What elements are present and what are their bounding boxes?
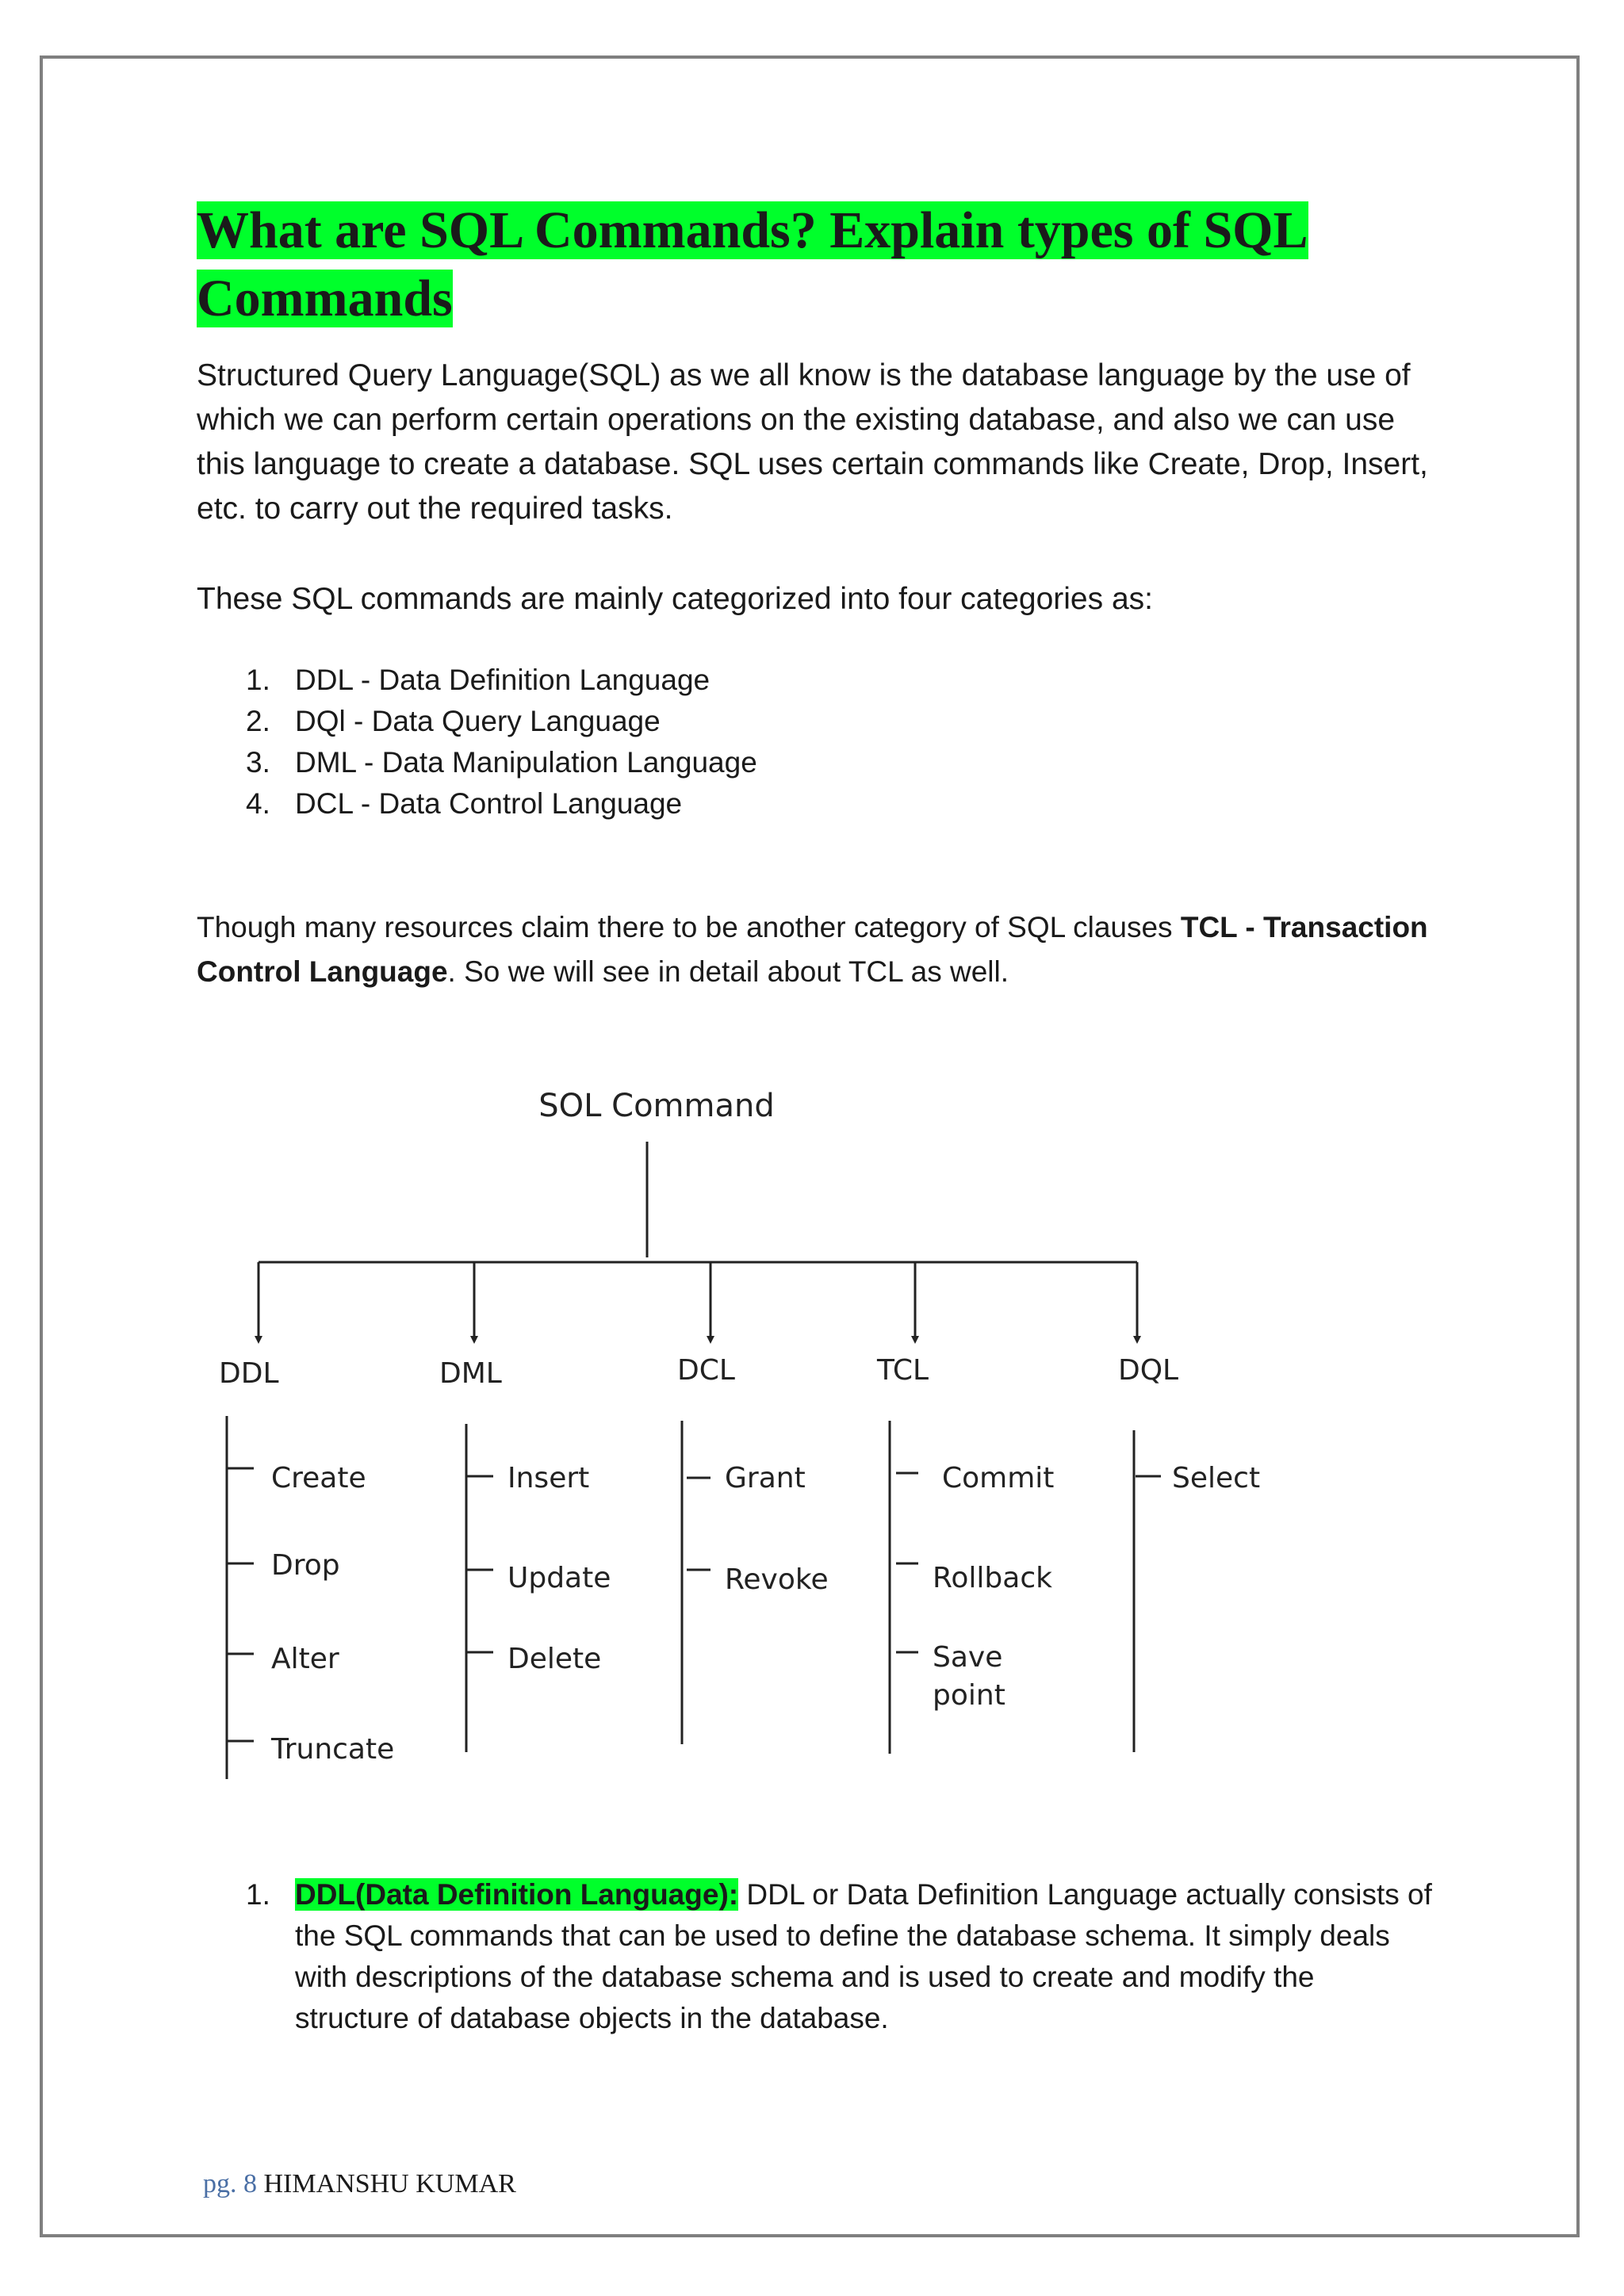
list-label: DML - Data Manipulation Language xyxy=(295,746,757,779)
diagram-root-label: SOL Command xyxy=(538,1088,775,1124)
dcl-item-grant: Grant xyxy=(725,1462,806,1494)
list-number: 2. xyxy=(246,705,270,737)
ddl-item-create: Create xyxy=(271,1462,366,1494)
dml-item-update: Update xyxy=(508,1562,611,1594)
group-label-dml: DML xyxy=(439,1357,502,1390)
list-number: 1. xyxy=(246,1878,270,1911)
ddl-definition xyxy=(197,1874,1434,2039)
group-label-tcl: TCL xyxy=(877,1354,929,1387)
footer-author: HIMANSHU KUMAR xyxy=(263,2169,516,2198)
group-label-dql: DQL xyxy=(1118,1354,1179,1387)
dql-item-select: Select xyxy=(1172,1462,1261,1494)
tcl-item-rollback: Rollback xyxy=(933,1562,1052,1594)
title-highlight: What are SQL Commands? Explain types of SQL Commands xyxy=(197,201,1308,327)
list-label: DDL - Data Definition Language xyxy=(295,664,710,696)
dml-item-insert: Insert xyxy=(508,1462,590,1494)
dml-item-delete: Delete xyxy=(508,1643,602,1675)
group-label-dcl: DCL xyxy=(677,1354,735,1387)
ddl-definition-body xyxy=(295,1874,1434,2039)
ddl-term-highlight: DDL(Data Definition Language): xyxy=(295,1878,739,1911)
list-item xyxy=(197,742,757,783)
intro-paragraph: Structured Query Language(SQL) as we all know is the database language by the use of which we can perform certain operations on the existing database, and also we can use this language to create a database. SQL uses certain commands like Create, Drop, Insert, etc. to carry out the required tasks. xyxy=(197,358,1428,526)
category-list xyxy=(197,660,757,825)
list-item xyxy=(197,701,757,742)
tcl-text-after: . So we will see in detail about TCL as well. xyxy=(447,955,1009,988)
dcl-item-revoke: Revoke xyxy=(725,1563,829,1596)
categories-intro: These SQL commands are mainly categorized into four categories as: xyxy=(197,582,1153,616)
list-number: 4. xyxy=(246,787,270,820)
page-number: pg. 8 xyxy=(203,2169,257,2198)
ddl-item-truncate: Truncate xyxy=(271,1733,395,1766)
list-label: DCL - Data Control Language xyxy=(295,787,683,820)
list-item xyxy=(197,783,757,825)
page-footer xyxy=(203,2169,516,2199)
tcl-item-save: Save xyxy=(933,1641,1003,1674)
tcl-term: TCL - Transaction Control Language xyxy=(197,911,1428,988)
ddl-item-drop: Drop xyxy=(271,1549,340,1582)
page-title xyxy=(197,197,1434,333)
tcl-item-commit: Commit xyxy=(942,1462,1055,1494)
list-number: 3. xyxy=(246,746,270,779)
ddl-item-alter: Alter xyxy=(271,1643,339,1675)
group-label-ddl: DDL xyxy=(219,1357,279,1390)
tcl-text-before: Though many resources claim there to be another category of SQL clauses xyxy=(197,911,1181,943)
list-item xyxy=(197,660,757,701)
list-number: 1. xyxy=(246,664,270,696)
list-label: DQl - Data Query Language xyxy=(295,705,661,737)
ddl-definition-text: DDL or Data Definition Language actually consists of the SQL commands that can be used to define the database schema. It simply deals with descriptions of the database schema and is used to create and modify the structure of database objects in the database. xyxy=(295,1878,1432,2034)
tcl-paragraph xyxy=(197,905,1434,994)
tcl-item-point: point xyxy=(933,1679,1005,1712)
